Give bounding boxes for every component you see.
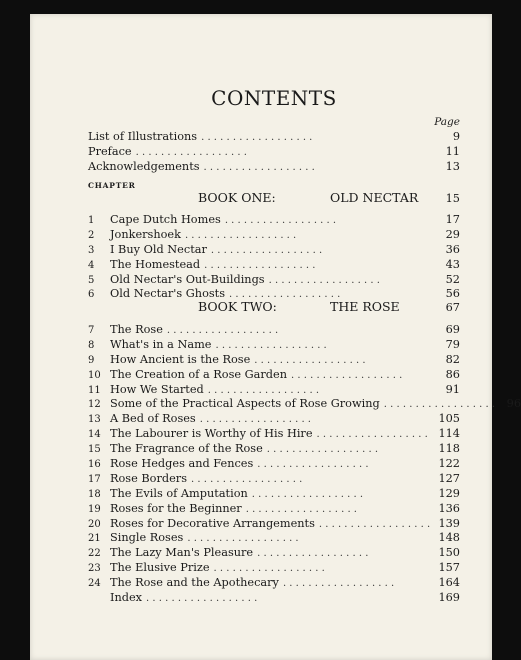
chapter-number: 5 xyxy=(88,274,95,286)
chapter-number: 9 xyxy=(88,354,95,366)
toc-entry xyxy=(88,258,460,273)
entry-page-number: 136 xyxy=(438,501,460,515)
entry-title: The Creation of a Rose Garden xyxy=(110,367,288,381)
book-two-heading xyxy=(88,299,460,314)
book-two-name: THE ROSE xyxy=(330,299,400,314)
toc-entry xyxy=(88,591,460,606)
chapter-number: 24 xyxy=(88,578,101,590)
chapter-number: 20 xyxy=(88,518,101,530)
dot-leader: . . . . . . . . . . . . . . . . . . xyxy=(166,325,279,336)
toc-entry xyxy=(88,228,460,243)
dot-leader: . . . . . . . . . . . . . . . . . . xyxy=(268,274,380,286)
toc-entry xyxy=(88,213,460,228)
toc-entry xyxy=(88,383,460,398)
dot-leader: . . . . . . . . . . . . . . . . . . xyxy=(257,459,369,471)
dot-leader: . . . . . . . . . . . . . . . . . . xyxy=(215,339,327,351)
entry-page-number: 122 xyxy=(438,457,460,471)
dot-leader: . . . . . . . . . . . . . . . . . . xyxy=(266,444,379,456)
toc-entry xyxy=(88,397,521,412)
chapter-number: 7 xyxy=(88,325,95,336)
toc-entry xyxy=(88,576,460,591)
dot-leader: . . . . . . . . . . . . . . . . . . xyxy=(318,518,431,530)
entry-page-number: 82 xyxy=(445,352,460,366)
entry-page-number: 105 xyxy=(438,412,460,426)
toc-entry xyxy=(88,145,460,160)
entry-title: Roses for the Beginner xyxy=(110,501,242,515)
dot-leader: . . . . . . . . . . . . . . . . . . xyxy=(254,354,366,366)
entry-title: Jonkershoek xyxy=(110,227,181,241)
chapter-number: 19 xyxy=(88,503,101,515)
entry-page-number: 36 xyxy=(445,242,460,256)
dot-leader: . . . . . . . . . . . . . . . . . . xyxy=(291,369,403,381)
entry-page-number: 114 xyxy=(438,427,460,441)
chapter-number: 16 xyxy=(88,459,101,471)
entry-page-number: 157 xyxy=(438,561,460,575)
entry-page-number: 69 xyxy=(445,323,460,336)
book-page xyxy=(30,14,521,660)
entry-title: The Elusive Prize xyxy=(110,561,210,575)
entry-title: Some of the Practical Aspects of Rose Growing xyxy=(110,397,380,411)
dot-leader: . . . . . . . . . . . . . . . . . . xyxy=(201,132,313,143)
entry-title: Roses for Decorative Arrangements xyxy=(110,516,315,530)
entry-title: The Lazy Man's Pleasure xyxy=(110,546,254,560)
entry-page-number: 129 xyxy=(438,486,460,500)
book-two-chapter-list xyxy=(88,323,521,606)
book-one-page: 15 xyxy=(445,192,460,205)
entry-page-number: 29 xyxy=(445,227,460,241)
book-two-page: 67 xyxy=(445,301,460,314)
entry-title: Cape Dutch Homes xyxy=(110,213,221,226)
dot-leader: . . . . . . . . . . . . . . . . . . xyxy=(199,414,311,426)
dot-leader: . . . . . . . . . . . . . . . . . . xyxy=(213,563,325,575)
dot-leader: . . . . . . . . . . . . . . . . . . xyxy=(224,215,337,226)
dot-leader: . . . . . . . . . . . . . . . . . . xyxy=(203,161,315,173)
dot-leader: . . . . . . . . . . . . . . . . . . xyxy=(204,259,316,271)
entry-title: What's in a Name xyxy=(110,337,212,351)
entry-title: A Bed of Roses xyxy=(110,412,196,426)
dot-leader: . . . . . . . . . . . . . . . . . . xyxy=(191,473,303,485)
chapter-number: 10 xyxy=(88,369,101,381)
entry-title: Preface xyxy=(88,144,132,158)
entry-page-number: 139 xyxy=(438,516,460,530)
entry-title: How We Started xyxy=(110,382,204,396)
dot-leader: . . . . . . . . . . . . . . . . . . xyxy=(245,503,357,515)
entry-title: Rose Hedges and Fences xyxy=(110,457,254,471)
dot-leader: . . . . . . . . . . . . . . . . . . xyxy=(187,533,299,545)
toc-entry xyxy=(88,502,460,517)
dot-leader: . . . . . . . . . . . . . . . . . . xyxy=(251,488,364,500)
book-two-label: BOOK TWO: xyxy=(198,299,277,314)
toc-entry xyxy=(88,160,460,175)
entry-page-number: 79 xyxy=(445,337,460,351)
entry-page-number: 169 xyxy=(438,591,460,605)
chapter-number: 4 xyxy=(88,259,95,271)
entry-title: The Fragrance of the Rose xyxy=(110,442,263,456)
entry-page-number: 13 xyxy=(445,159,460,173)
dot-leader: . . . . . . . . . . . . . . . . . . xyxy=(207,384,320,396)
chapter-number: 23 xyxy=(88,563,101,575)
toc-entry xyxy=(88,353,460,368)
chapter-number: 22 xyxy=(88,548,101,560)
dot-leader: . . . . . . . . . . . . . . . . . . xyxy=(210,244,323,256)
entry-page-number: 9 xyxy=(452,130,460,143)
book-one-name: OLD NECTAR xyxy=(330,190,419,205)
entry-page-number: 11 xyxy=(445,144,460,158)
book-one-chapter-list xyxy=(88,213,460,302)
page-column-label: Page xyxy=(434,116,460,128)
dot-leader: . . . . . . . . . . . . . . . . . . xyxy=(316,429,428,441)
entry-title: The Labourer is Worthy of His Hire xyxy=(110,427,313,441)
entry-title: Rose Borders xyxy=(110,471,187,485)
toc-entry xyxy=(88,546,460,561)
dot-leader: . . . . . . . . . . . . . . . . . . xyxy=(146,593,258,605)
toc-entry xyxy=(88,273,460,288)
entry-page-number: 150 xyxy=(438,546,460,560)
toc-entry xyxy=(88,517,460,532)
toc-entry xyxy=(88,531,460,546)
book-one-label: BOOK ONE: xyxy=(198,190,276,205)
dot-leader: . . . . . . . . . . . . . . . . . . xyxy=(257,548,369,560)
entry-page-number: 43 xyxy=(445,257,460,271)
chapter-number: 3 xyxy=(88,244,95,256)
chapter-number: 18 xyxy=(88,488,101,500)
dot-leader: . . . . . . . . . . . . . . . . . . xyxy=(184,229,297,241)
chapter-number: 6 xyxy=(88,289,95,301)
entry-title: Old Nectar's Ghosts xyxy=(110,287,225,301)
entry-page-number: 86 xyxy=(445,367,460,381)
entry-title: Index xyxy=(110,591,143,605)
chapter-number: 11 xyxy=(88,384,101,396)
chapter-number: 15 xyxy=(88,444,101,456)
toc-entry xyxy=(88,472,460,487)
dot-leader: . . . . . . . . . . . . . . . . . . xyxy=(229,289,341,301)
entry-page-number: 52 xyxy=(445,272,460,286)
dot-leader: . . . . . . . . . . . . . . . . . . xyxy=(135,146,247,158)
toc-entry xyxy=(88,442,460,457)
toc-entry xyxy=(88,487,460,502)
toc-entry xyxy=(88,412,460,427)
toc-entry xyxy=(88,368,460,383)
chapter-number: 8 xyxy=(88,339,95,351)
entry-title: The Rose and the Apothecary xyxy=(110,576,279,590)
entry-page-number: 148 xyxy=(438,531,460,545)
entry-title: Single Roses xyxy=(110,531,184,545)
entry-page-number: 56 xyxy=(445,287,460,301)
chapter-number: 21 xyxy=(88,533,101,545)
chapter-number: 1 xyxy=(88,215,95,226)
entry-title: The Rose xyxy=(110,323,163,336)
toc-entry xyxy=(88,323,460,338)
entry-title: How Ancient is the Rose xyxy=(110,352,251,366)
page-title: CONTENTS xyxy=(211,86,337,110)
entry-page-number: 96 xyxy=(506,397,521,411)
entry-title: I Buy Old Nectar xyxy=(110,242,207,256)
chapter-number: 14 xyxy=(88,429,101,441)
entry-page-number: 118 xyxy=(438,442,460,456)
dot-leader: . . . . . . . . . . . . . . . . . . xyxy=(383,399,496,411)
toc-entry xyxy=(88,338,460,353)
entry-page-number: 17 xyxy=(445,213,460,226)
entry-title: Old Nectar's Out-Buildings xyxy=(110,272,265,286)
front-matter-list xyxy=(88,130,460,175)
entry-title: The Homestead xyxy=(110,257,201,271)
toc-entry xyxy=(88,427,460,442)
toc-entry xyxy=(88,561,460,576)
toc-entry xyxy=(88,457,460,472)
toc-entry xyxy=(88,130,460,145)
entry-title: List of Illustrations xyxy=(88,130,198,143)
chapter-number: 13 xyxy=(88,414,101,426)
entry-page-number: 127 xyxy=(438,471,460,485)
entry-page-number: 164 xyxy=(438,576,460,590)
entry-page-number: 91 xyxy=(445,382,460,396)
dot-leader: . . . . . . . . . . . . . . . . . . xyxy=(282,578,395,590)
book-one-heading xyxy=(88,190,460,205)
entry-title: The Evils of Amputation xyxy=(110,486,248,500)
chapter-number: 12 xyxy=(88,399,101,411)
chapter-number: 2 xyxy=(88,229,95,241)
toc-entry xyxy=(88,243,460,258)
chapter-number: 17 xyxy=(88,473,101,485)
chapter-column-header: CHAPTER xyxy=(88,181,136,190)
entry-title: Acknowledgements xyxy=(88,159,200,173)
